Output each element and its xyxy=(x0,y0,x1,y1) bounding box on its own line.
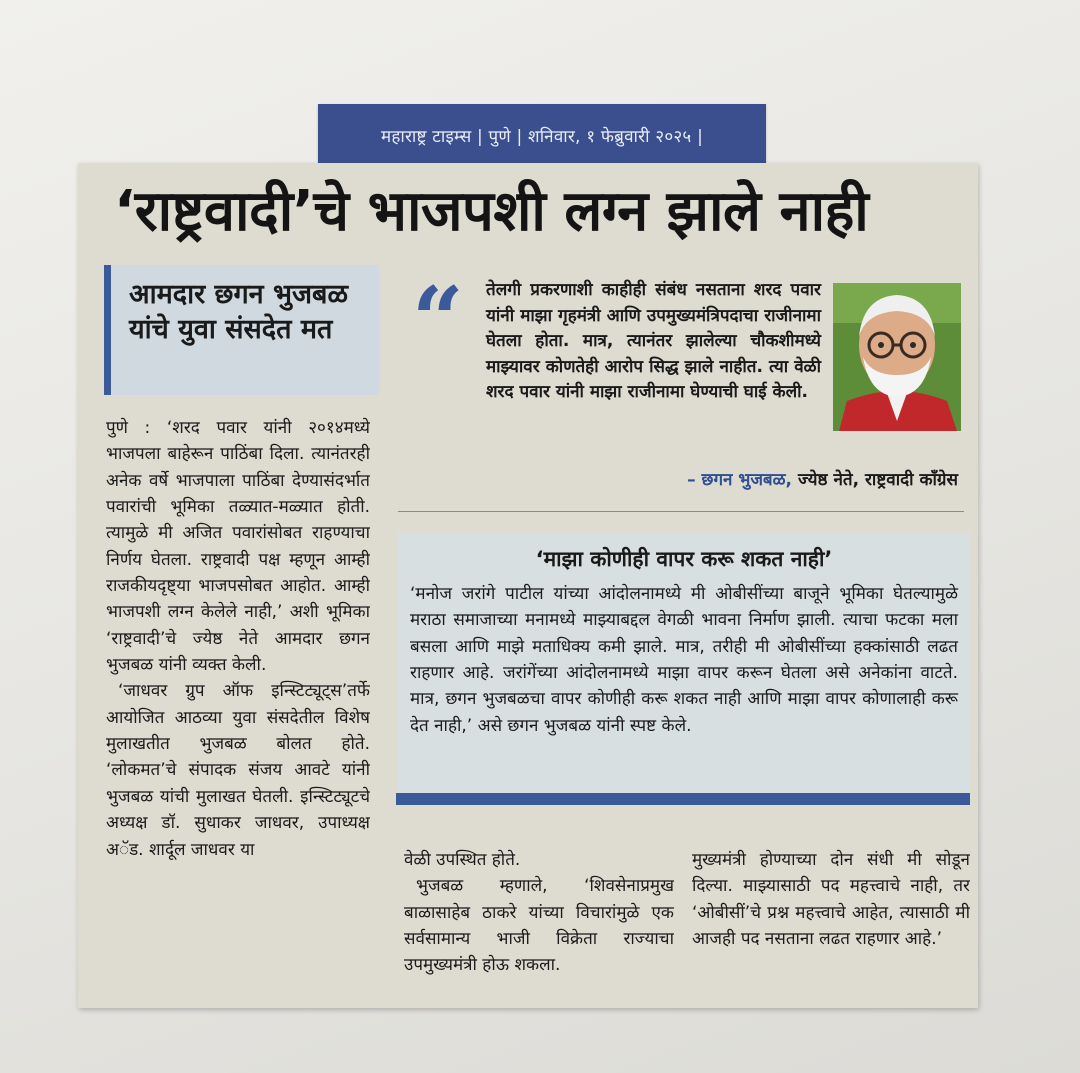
portrait-photo xyxy=(833,283,961,431)
subhead-box xyxy=(104,265,379,395)
newspaper-masthead xyxy=(318,104,766,166)
divider-rule xyxy=(398,511,964,512)
column-middle xyxy=(404,847,674,987)
paragraph: भुजबळ म्हणाले, ‘शिवसेनाप्रमुख बाळासाहेब ठाकरे यांच्या विचारांमुळे एक सर्वसामान्य भाजी विक्रेता राज्याचा उपमुख्यमंत्री होऊ शकला. xyxy=(404,876,674,976)
attribution-name: – छगन भुजबळ, xyxy=(687,470,793,490)
pull-quote: तेलगी प्रकरणाशी काहीही संबंध नसताना शरद पवार यांनी माझा गृहमंत्री आणि उपमुख्यमंत्रिपदाचा राजीनामा घेतला होता. मात्र, त्यानंतर झालेल्या चौकशीमध्ये माझ्यावर कोणतेही आरोप सिद्ध झाले नाहीत. त्या वेळी शरद पवार यांनी माझा राजीनामा घेण्याची घाई केली. xyxy=(486,280,821,402)
paragraph: मुख्यमंत्री होण्याच्या दोन संधी मी सोडून दिल्या. माझ्यासाठी पद महत्त्वाचे नाही, तर ‘ओबीसीं’चे प्रश्न महत्त्वाचे आहेत, त्यासाठी मी आजही पद नसताना लढत राहणार आहे.’ xyxy=(692,850,970,950)
column-right xyxy=(692,847,970,987)
paragraph: वेळी उपस्थित होते. xyxy=(404,850,521,870)
quote-mark-icon: “ xyxy=(412,267,464,373)
paragraph: ‘जाधवर ग्रुप ऑफ इन्स्टिट्यूट्स’तर्फे आयोजित आठव्या युवा संसदेतील विशेष मुलाखतीत भुजबळ बोलत होते. ‘लोकमत’चे संपादक संजय आवटे यांनी भुजबळ यांची मुलाखत घेतली. इन्स्टिट्यूटचे अध्यक्ष डॉ. सुधाकर जाधवर, उपाध्यक्ष अॅड. शार्दूल जाधवर या xyxy=(106,681,370,860)
article-subhead: आमदार छगन भुजबळ यांचे युवा संसदेत मत xyxy=(129,279,348,346)
newspaper-clipping xyxy=(78,163,978,1008)
article-headline: ‘राष्ट्रवादी’चे भाजपशी लग्न झाले नाही xyxy=(114,179,869,244)
box-text: ‘मनोज जरांगे पाटील यांच्या आंदोलनामध्ये मी ओबीसींच्या बाजूने भूमिका घेतल्यामुळे मराठा समाजाच्या मनामध्ये माझ्याबद्दल वेगळी भावना निर्माण झाली. त्याचा फटका मला बसला आणि माझे मताधिक्य कमी झाले. मात्र, तरीही मी ओबीसींच्या हक्कांसाठी लढत राहणार आहे. जरांगेंच्या आंदोलनामध्ये माझा वापर करून घेतला असे अनेकांना वाटते. मात्र, छगन भुजबळचा वापर कोणीही करू शकत नाही आणि माझा वापर कोणालाही करू देत नाही,’ असे छगन भुजबळ यांनी स्पष्ट केले. xyxy=(410,584,958,736)
quote-attribution xyxy=(588,467,958,490)
attribution-role: ज्येष्ठ नेते, राष्ट्रवादी काँग्रेस xyxy=(792,470,958,490)
paragraph: पुणे : ‘शरद पवार यांनी २०१४मध्ये भाजपला बाहेरून पाठिंबा दिला. त्यानंतरही अनेक वर्षे भाजपाला पाठिंबा देण्यासंदर्भात पवारांची भूमिका तळ्यात-मळ्यात होती. त्यामुळे मी अजित पवारांसोबत राहण्याचा निर्णय घेतला. राष्ट्रवादी पक्ष म्हणून आम्ही राजकीयदृष्ट्या भाजपसोबत आहोत. आम्ही भाजपशी लग्न केलेले नाही,’ अशी भूमिका ‘राष्ट्रवादी’चे ज्येष्ठ नेते आमदार छगन भुजबळ यांनी व्यक्त केली. xyxy=(106,418,370,676)
sidebar-box xyxy=(398,533,970,795)
box-title: ‘माझा कोणीही वापर करू शकत नाही’ xyxy=(535,547,833,571)
accent-rule xyxy=(396,793,970,805)
masthead-text: महाराष्ट्र टाइम्स | पुणे | शनिवार, १ फेब्रुवारी २०२५ | xyxy=(380,126,703,147)
column-left xyxy=(106,415,370,1000)
